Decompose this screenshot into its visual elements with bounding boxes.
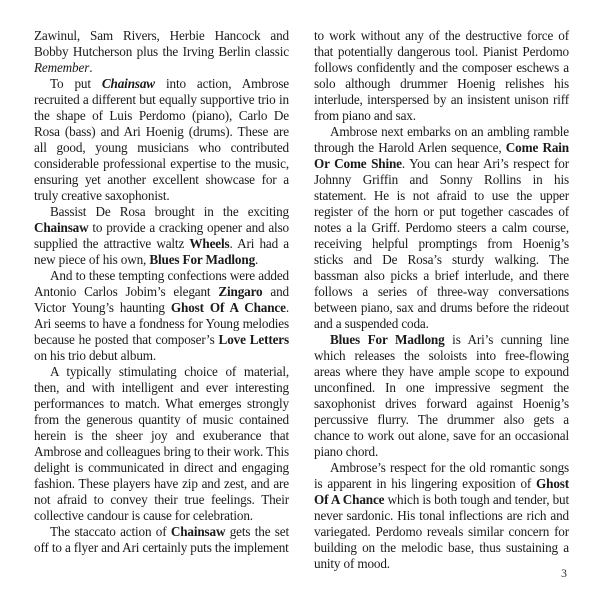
text-run: And to these tempting confections were added Antonio Carlos Jobim’s elegant	[34, 268, 289, 299]
text-run: Zawinul, Sam Rivers, Herbie Hancock and Bobby Hutcherson plus the Irving Berlin classic	[34, 28, 289, 59]
song-title: Zingaro	[218, 284, 263, 299]
song-title: Chainsaw	[170, 524, 226, 539]
paragraph	[34, 204, 289, 268]
text-run: .	[255, 252, 259, 267]
text-run: and Victor Young’s haunting	[34, 284, 289, 315]
album-title: Chainsaw	[101, 76, 155, 91]
song-title: Ghost Of A Chance	[314, 476, 569, 507]
left-column	[34, 28, 289, 556]
song-title: Blues For Madlong	[330, 332, 445, 347]
song-title: Remember	[34, 60, 90, 75]
text-run: . Ari had a new piece of his own,	[34, 236, 289, 267]
song-title: Love Letters	[218, 332, 289, 347]
text-run: Ambrose’s respect for the old romantic songs is apparent in his lingering exposition of	[314, 460, 569, 491]
song-title: Blues For Madlong	[149, 252, 256, 267]
song-title: Wheels	[189, 236, 230, 251]
text-run: .	[89, 60, 93, 75]
text-run: . You can hear Ari’s respect for Johnny Griffin and Sonny Rollins in his statement. He is not afraid to use the upper register of the horn or put together cascades of notes a la Griff. Perdomo steers a calm course, receiving helpful promptings from Hoenig’s sticks and De Rosa’s sturdy walking. The bassman also picks a brief interlude, and there follows a series of three-way conversations between piano, sax and drums before the rideout and a suspended coda.	[314, 156, 569, 331]
paragraph	[314, 460, 569, 572]
text-run: The staccato action of	[50, 524, 171, 539]
text-run: Ambrose next embarks on an ambling ramble through the Harold Arlen sequence,	[314, 124, 569, 155]
paragraph	[314, 332, 569, 460]
page-number: 3	[561, 566, 567, 580]
right-column	[314, 28, 569, 572]
paragraph	[314, 124, 569, 332]
paragraph	[34, 364, 289, 524]
text-run: into action, Ambrose recruited a different but equally supportive trio in the shape of Luis Perdomo (piano), Carlo De Rosa (bass) and Ari Hoenig (drums). These are all good, young musicians who contributed considerable professional expertise to the music, ensuring yet another excellent showcase for a truly creative saxophonist.	[34, 76, 289, 203]
paragraph	[314, 28, 569, 124]
text-run: which is both tough and tender, but never sardonic. His tonal inflections are rich and variegated. Perdomo reveals similar concern for building on the melodic base, thus sustaining a unity of mood.	[314, 492, 570, 571]
paragraph	[34, 524, 289, 556]
song-title: Come Rain Or Come Shine	[314, 140, 569, 171]
paragraph	[34, 28, 289, 76]
text-run: on his trio debut album.	[34, 348, 157, 363]
text-run: to work without any of the destructive force of that potentially dangerous tool. Pianist Perdomo follows confidently and the composer eschews a solo although drummer Hoenig relishes his interlude, interspersed by an insistent unison riff from piano and sax.	[314, 28, 569, 123]
song-title: Ghost Of A Chance	[170, 300, 286, 315]
text-run: to provide a cracking opener and also supplied the attractive waltz	[34, 220, 289, 251]
text-run: Bassist De Rosa brought in the exciting	[50, 204, 289, 219]
text-run: . Ari seems to have a fondness for Young melodies because he posted that composer’s	[34, 300, 289, 347]
song-title: Chainsaw	[34, 220, 89, 235]
text-run: To put	[50, 76, 102, 91]
text-run: A typically stimulating choice of material, then, and with intelligent and ever interesting performances to match. What emerges strongly from the generous quantity of music contained herein is the sheer joy and exuberance that Ambrose and colleagues bring to their work. This delight is communicated in direct and engaging fashion. These players have zip and zest, and are not afraid to convey their true feelings. Their collective candour is cause for celebration.	[34, 364, 289, 523]
text-run: is Ari’s cunning line which releases the soloists into free-flowing areas where they have ample scope to expound unconfined. In one impressive segment the saxophonist drives forward against Hoenig’s percussive flurry. The drummer also gets a chance to work out alone, save for an occasional piano chord.	[314, 332, 570, 459]
paragraph	[34, 76, 289, 204]
paragraph	[34, 268, 289, 364]
text-run: gets the set off to a flyer and Ari certainly puts the implement	[34, 524, 289, 555]
